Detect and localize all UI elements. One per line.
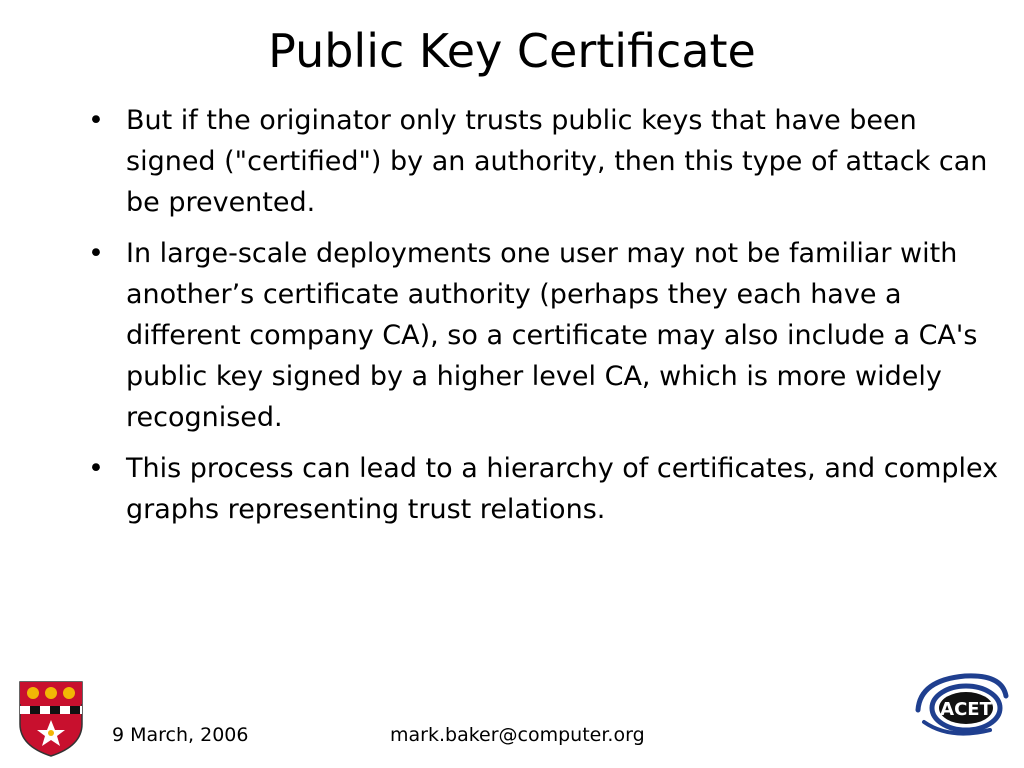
bullet-item-2 [84, 233, 1004, 438]
bullet-text: In large-scale deployments one user may not be familiar with another’s certificate authority (perhaps they each have a different company CA), so a certificate may also include a CA's public key signed by a higher level CA, which is more widely recognised. [126, 238, 978, 433]
footer-date: 9 March, 2006 [112, 724, 249, 746]
footer-email: mark.baker@computer.org [390, 724, 645, 746]
bullet-text: But if the originator only trusts public keys that have been signed ("certified") by an authority, then this type of attack can be prevented. [126, 105, 988, 218]
bullet-item-3 [84, 448, 1004, 530]
acet-logo-icon [910, 670, 1010, 742]
bullet-text: This process can lead to a hierarchy of certificates, and complex graphs representing trust relations. [126, 453, 999, 525]
bullet-item-1 [84, 100, 1004, 223]
acet-logo-text: ACET [940, 699, 992, 720]
slide-title: Public Key Certificate [268, 24, 756, 78]
bullet-list [84, 100, 1004, 540]
bullet-icon: • [88, 238, 104, 269]
bullet-icon: • [88, 453, 104, 484]
bullet-icon: • [88, 105, 104, 136]
university-crest-icon [18, 680, 84, 758]
